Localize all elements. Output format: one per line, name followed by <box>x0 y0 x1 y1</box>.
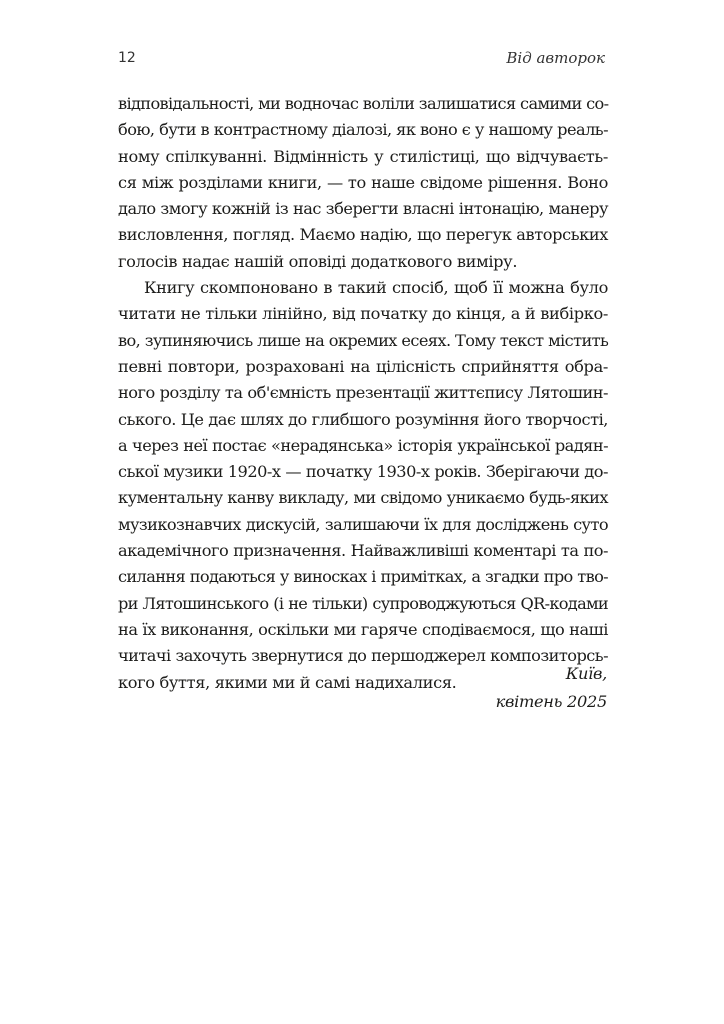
text-line: ному спілкуванні. Відмінність у стилістиці, що відчуваєть- <box>118 146 608 166</box>
text-line: висловлення, погляд. Маємо надію, що перегук авторських <box>118 225 608 245</box>
text-line: ської музики 1920-х — початку 1930-х років. Зберігаючи до- <box>118 462 608 482</box>
text-line: академічного призначення. Найважливіші коментарі та по- <box>118 541 608 561</box>
text-line: кого буття, якими ми й самі надихалися. <box>118 672 457 692</box>
text-line: силання подаються у виносках і примітках, а згадки про тво- <box>118 567 608 587</box>
running-head: Від авторок <box>506 49 605 67</box>
text-line: ного розділу та об'ємність презентації життєпису Лятошин- <box>118 383 608 403</box>
page-number: 12 <box>118 50 136 66</box>
text-line: музикознавчих дискусій, залишаючи їх для досліджень суто <box>118 514 608 534</box>
signature-date: квітень 2025 <box>495 692 607 711</box>
text-line: читачі захочуть звернутися до першоджерел композиторсь- <box>118 646 608 666</box>
text-line: ського. Це дає шлях до глибшого розуміння його творчості, <box>118 409 608 429</box>
text-line: ри Лятошинського (і не тільки) супроводжуються QR-кодами <box>118 593 608 613</box>
signature-place: Київ, <box>565 664 607 683</box>
text-line: Книгу скомпоновано в такий спосіб, щоб її можна було <box>144 278 608 298</box>
paragraph-2 <box>118 275 608 696</box>
signature-block <box>496 660 607 716</box>
text-line: певні повтори, розраховані на цілісність сприйняття обра- <box>118 356 608 376</box>
text-line: ся між розділами книги, — то наше свідоме рішення. Воно <box>118 172 608 192</box>
text-line: во, зупиняючись лише на окремих есеях. Тому текст містить <box>118 330 609 350</box>
text-line: відповідальності, ми водночас воліли залишатися самими со- <box>118 94 609 113</box>
text-line: голосів надає нашій оповіді додаткового виміру. <box>118 251 518 271</box>
body-text <box>118 91 608 696</box>
text-line: на їх виконання, оскільки ми гаряче сподіваємося, що наші <box>118 619 608 639</box>
text-line: а через неї постає «нерадянська» історія української радян- <box>118 435 608 455</box>
text-line: кументальну канву викладу, ми свідомо уникаємо будь-яких <box>118 488 608 508</box>
paragraph-1 <box>118 91 608 275</box>
text-line: дало змогу кожній із нас зберегти власні інтонацію, манеру <box>118 199 608 219</box>
text-line: бою, бути в контрастному діалозі, як воно є у нашому реаль- <box>118 120 608 140</box>
text-line: читати не тільки лінійно, від початку до кінця, а й вибірко- <box>118 304 608 324</box>
